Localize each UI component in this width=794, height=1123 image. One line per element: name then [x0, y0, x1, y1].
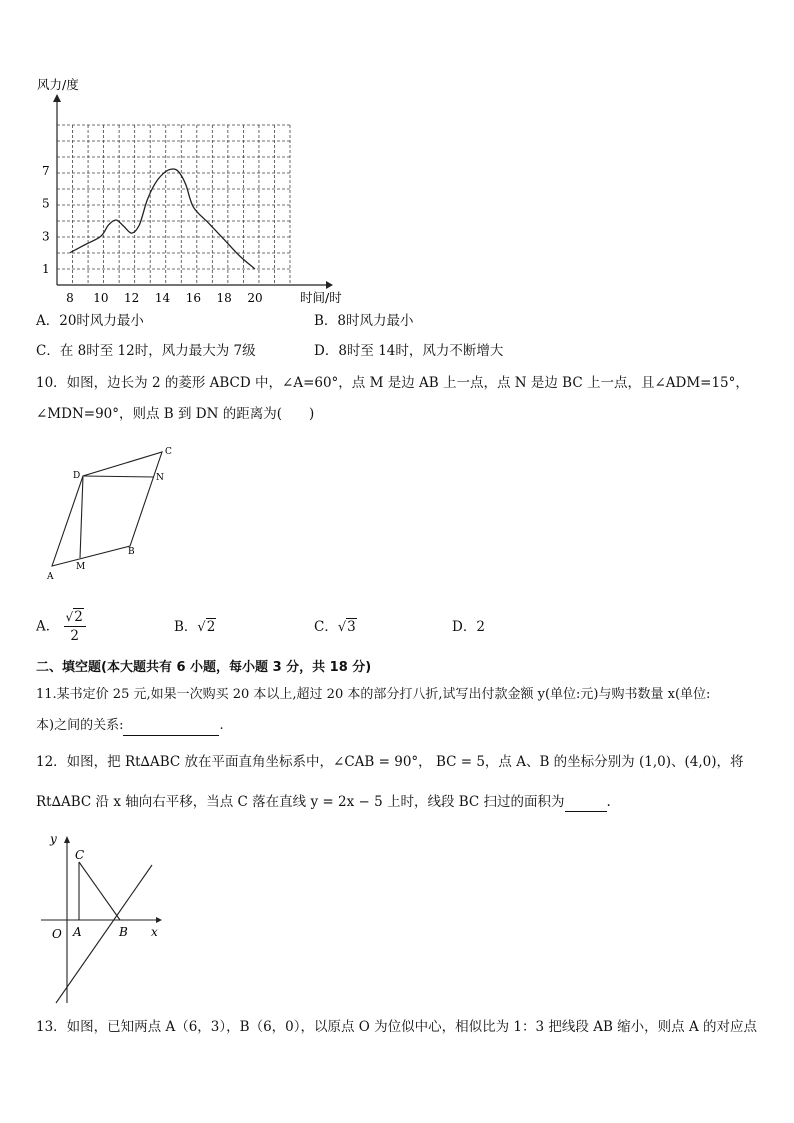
q10-option-c[interactable]: C．√3: [314, 619, 356, 635]
label-n: N: [156, 473, 164, 483]
y-tick-labels: [42, 164, 50, 276]
y-tick-label: 3: [42, 229, 50, 244]
q12-stem-line2: [36, 793, 611, 812]
option-text: 在 8时至 12时，风力最大为 7级: [59, 343, 256, 359]
label-b: B: [119, 925, 128, 939]
line-y-2x-5: [56, 865, 152, 1003]
q10-stem-line1: 10．如图，边长为 2 的菱形 ABCD 中，∠A=60°，点 M 是边 AB 上一点，点 N 是边 BC 上一点，且∠ADM=15°，: [36, 375, 749, 391]
q11-stem-line1: 11.某书定价 25 元,如果一次购买 20 本以上,超过 20 本的部分打八折,试写出付款金额 y(单位:元)与购书数量 x(单位:: [36, 687, 711, 702]
wind-chart: [30, 70, 360, 310]
answer-blank[interactable]: [123, 717, 219, 736]
label-m: M: [76, 562, 86, 572]
period: .: [606, 794, 611, 810]
coordinate-figure: [38, 825, 168, 1005]
x-tick-label: 12: [124, 291, 140, 305]
q9-option-a[interactable]: [36, 312, 144, 330]
chart-ylabel: 风力/度: [37, 77, 79, 92]
x-tick-label: 14: [154, 291, 171, 305]
denominator: 2: [70, 628, 79, 644]
option-letter: C．: [314, 619, 338, 635]
q9-option-b[interactable]: [314, 312, 414, 330]
wind-series-line: [70, 169, 255, 269]
q10-option-a[interactable]: [36, 608, 86, 648]
q12-text: Rt∆ABC 沿 x 轴向右平移，当点 C 落在直线 y = 2x − 5 上时，线段 BC 扫过的面积为: [36, 794, 565, 810]
option-text: 20时风力最小: [59, 313, 144, 329]
chart-axes: [53, 94, 333, 289]
label-a: A: [47, 572, 54, 582]
option-letter: D．: [452, 619, 477, 635]
period: .: [219, 718, 224, 733]
y-axis-arrow: [53, 94, 61, 102]
x-tick-label: 16: [185, 291, 201, 305]
option-letter: A．: [36, 618, 60, 635]
option-letter: B．: [314, 313, 338, 329]
y-tick-label: 5: [42, 196, 50, 211]
radicand: 3: [347, 619, 356, 635]
option-letter: D．: [314, 343, 339, 359]
rhombus-figure: [40, 440, 190, 585]
label-y: y: [50, 832, 57, 846]
radicand: 2: [74, 609, 83, 625]
option-letter: A．: [36, 313, 60, 329]
rhombus-abcd: [52, 452, 162, 566]
label-b: B: [128, 547, 135, 557]
q10-stem-line2: ∠MDN=90°，则点 B 到 DN 的距离为( ): [36, 406, 315, 422]
q9-option-c[interactable]: [36, 342, 256, 360]
label-o: O: [52, 927, 62, 941]
label-a: A: [73, 925, 82, 939]
option-text: 2: [476, 619, 485, 635]
q13-stem-line1: 13．如图，已知两点 A（6，3），B（6，0），以原点 O 为位似中心，相似比为 1：3 把线段 AB 缩小，则点 A 的对应点: [36, 1019, 757, 1035]
q12-stem-line1: 12．如图，把 Rt∆ABC 放在平面直角坐标系中，∠CAB = 90°， BC = 5，点 A、B 的坐标分别为 (1,0)、(4,0)，将: [36, 754, 744, 770]
option-letter: B．: [174, 619, 198, 635]
q11-stem-line2: [36, 717, 224, 736]
y-tick-label: 7: [42, 164, 50, 178]
section-title: 二、填空题(本大题共有 6 小题，每小题 3 分，共 18 分): [36, 660, 372, 675]
label-d: D: [73, 471, 81, 481]
label-x: x: [151, 925, 158, 939]
y-tick-label: 1: [42, 262, 50, 276]
x-tick-label: 18: [216, 291, 232, 305]
q10-option-d[interactable]: [452, 618, 485, 636]
option-text: 8时至 14时，风力不断增大: [338, 343, 504, 359]
x-axis-arrow: [156, 917, 162, 923]
x-axis-arrow: [326, 281, 333, 289]
fraction-sqrt2-over-2: $\frac{√2}{2}$: [64, 608, 86, 645]
radicand: 2: [206, 619, 216, 635]
q9-option-d[interactable]: [314, 342, 503, 360]
x-tick-label: 20: [247, 291, 263, 305]
answer-blank[interactable]: [565, 793, 607, 812]
x-tick-label: 8: [66, 291, 74, 305]
segment-dm: [80, 476, 83, 558]
segment-dn: [83, 476, 154, 477]
segment-cb: [79, 862, 120, 920]
label-c: C: [75, 848, 85, 862]
y-axis-arrow: [64, 836, 70, 843]
option-text: 8时风力最小: [337, 313, 414, 329]
option-letter: C．: [36, 343, 60, 359]
chart-xlabel: 时间/时: [300, 290, 342, 305]
chart-grid: [57, 125, 290, 285]
x-tick-labels: [66, 291, 262, 305]
q11-text: 本)之间的关系:: [36, 718, 124, 733]
x-tick-label: 10: [93, 291, 109, 305]
q10-option-b[interactable]: B．√2: [174, 619, 216, 635]
label-c: C: [165, 447, 172, 457]
